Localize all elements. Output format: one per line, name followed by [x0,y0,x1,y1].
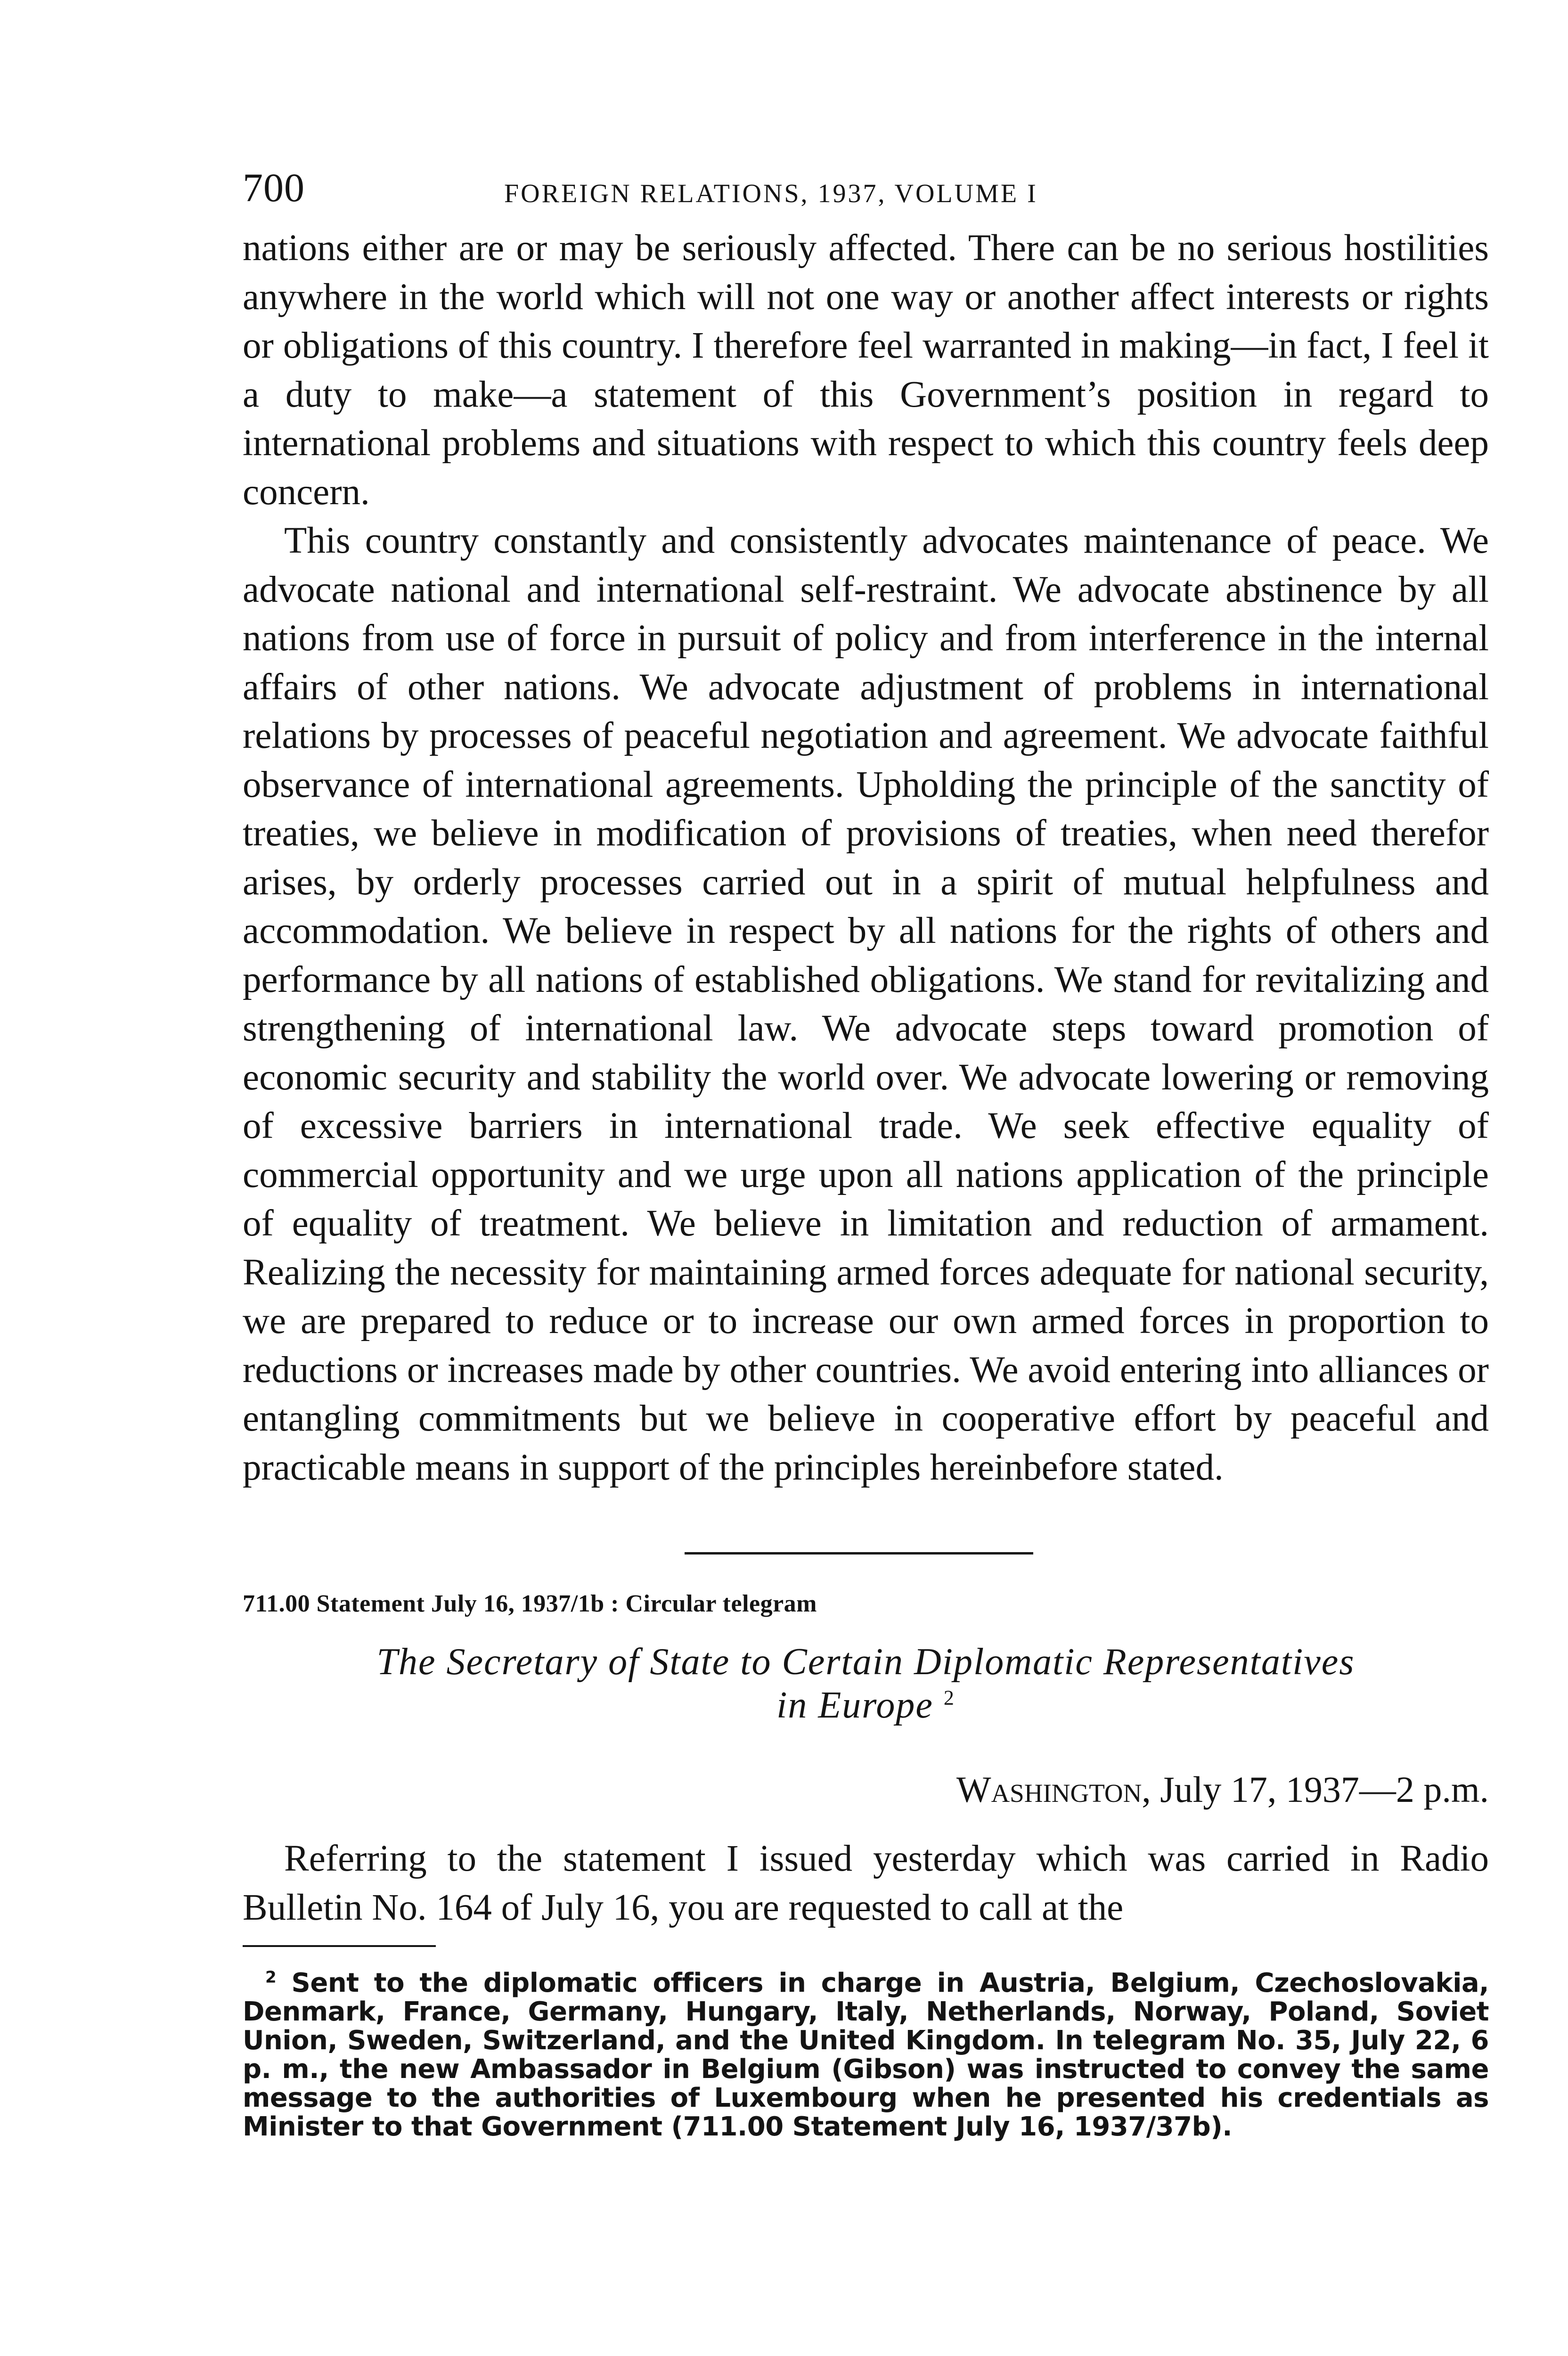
footnote-reference: 2 [943,1686,955,1710]
running-title: FOREIGN RELATIONS, 1937, VOLUME I [504,179,1038,208]
footnote [243,1969,1489,2141]
telegram-body: Referring to the statement I issued yesterday which was carried in Radio Bulletin No. 164 of July 16, you are requested to call at the [243,1838,1489,1928]
dateline-time: , July 17, 1937—2 p.m. [1142,1769,1489,1810]
dateline-place: Washington [956,1769,1142,1810]
footnote-text: Sent to the diplomatic officers in charge in Austria, Belgium, Czechoslovakia, Denmark, France, Germany, Hungary, Italy, Netherlands, Norway, Poland, Soviet Union, Sweden, Switzerland, and the United Kingdom. In telegram No. 35, July 22, 6 p. m., the new Ambassador in Belgium (Gibson) was instructed to convey the same message to the authorities of Luxembourg when he presented his credentials as Minister to that Government (711.00 Statement July 16, 1937/37b). [243,1968,1489,2142]
footnote-marker: 2 [265,1968,277,1987]
statement-paragraph-continued: nations either are or may be seriously affected. There can be no serious hostilities anywhere in the world which will not one way or another affect interests or rights or obligations of this country. I therefore feel warranted in making—in fact, I feel it a duty to make—a statement of this Government’s position in regard to international problems and situations with respect to which this country feels deep concern. [243,228,1489,513]
footnote-divider [243,1945,436,1947]
document-page [243,167,1489,2168]
dateline [243,1768,1489,1811]
running-head [243,167,1489,224]
document-title-line-2 [243,1684,1489,1727]
page-number: 700 [243,165,305,210]
section-divider [685,1552,1033,1554]
statement-paragraph: This country constantly and consistently advocates maintenance of peace. We advocate national and international self-restraint. We advocate abstinence by all nations from use of force in pursuit of policy and from interference in the internal affairs of other nations. We advocate adjustment of problems in international relations by processes of peaceful negotiation and agreement. We advocate faithful observance of international agreements. Upholding the principle of the sanctity of treaties, we believe in modification of provisions of treaties, when need therefor arises, by orderly processes carried out in a spirit of mutual helpfulness and accommodation. We believe in respect by all nations for the rights of others and performance by all nations of established obligations. We stand for revitalizing and strengthening of international law. We advocate steps toward promotion of economic security and stability the world over. We advocate lowering or removing of excessive barriers in international trade. We seek effective equality of commercial opportunity and we urge upon all nations application of the principle of equality of treatment. We believe in limitation and reduction of armament. Realizing the necessity for maintaining armed forces adequate for national security, we are prepared to reduce or to increase our own armed forces in proportion to reductions or increases made by other countries. We avoid entering into alliances or entangling commitments but we believe in cooperative effort by peaceful and practicable means in support of the principles hereinbefore stated. [243,520,1489,1488]
document-title [243,1640,1489,1727]
document-title-line-1: The Secretary of State to Certain Diplomatic Representatives [376,1641,1355,1683]
document-title-line-2-text: in Europe [776,1685,933,1726]
file-reference: 711.00 Statement July 16, 1937/1b : Circular telegram [243,1590,817,1617]
